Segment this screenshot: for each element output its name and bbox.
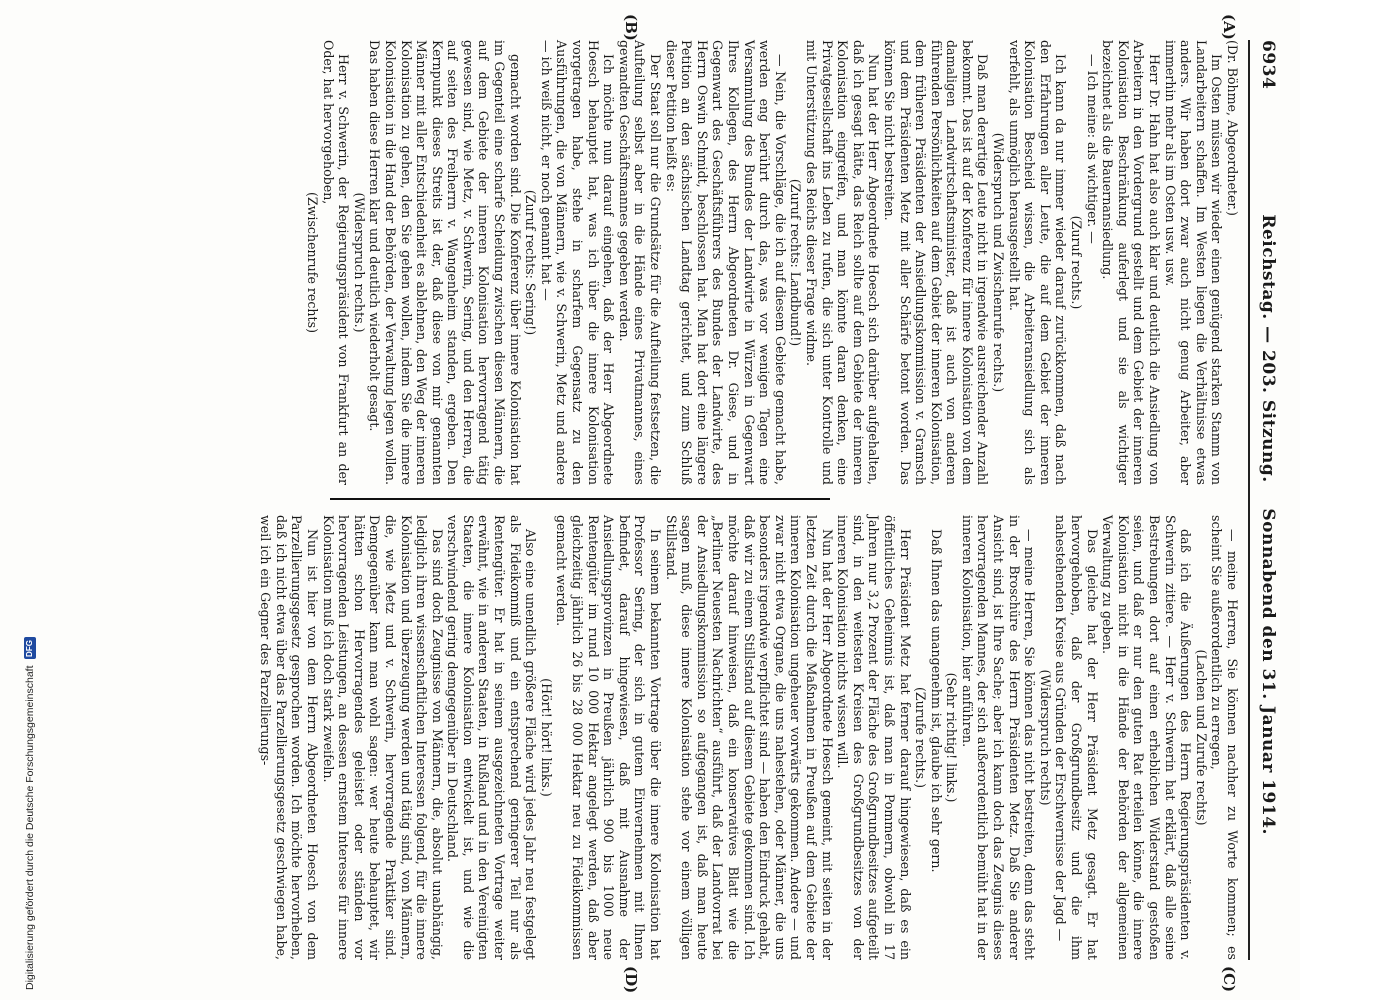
- paragraph: Nun hat der Herr Abgeordnete Hoesch sich darüber aufgehalten, daß ich gesagt hätte, das Reich sollte auf dem Gebiete der inneren Kolonisation eingreifen, und man könnte daran denken, eine Privatgesellschaft ins Leben zu rufen, die sich unter Kontrolle und mit Unterstützung des Reichs dieser Frage widme.: [803, 40, 882, 485]
- paragraph: Im Osten müssen wir wieder einen genügend starken Stamm von Landarbeitern schaffen. Im Westen liegen die Verhältnisse etwas anders. Wir haben dort zwar auch nicht genug Arbeiter, aber immerhin mehr als im Osten usw. usw.: [1162, 40, 1225, 485]
- right-text-column: [258, 515, 1240, 960]
- paragraph: (Widerspruch rechts.): [351, 192, 367, 333]
- paragraph: Herr Dr. Hahn hat also auch klar und deutlich die Ansiedlung von Arbeitern in den Vordergrund gestellt und dem Gebiet der inneren Kolonisation Beschränkung auferlegt und sie als wichtiger bezeichnet als die Bauernansiedlung.: [1100, 40, 1163, 485]
- margin-marker-b: (B): [622, 14, 640, 41]
- paragraph: In seinem bekannten Vortrage über die innere Kolonisation hat Professor Sering, der sich in gutem Einvernehmen mit Ihnen befindet, darauf hingewiesen, daß mit Ausnahme der Ansiedlungsprovinzen in Preußen jährlich 900 bis 1000 neue Rentengüter im rund 10 000 Hektar angelegt werden, daß aber gleichzeitig jährlich 26 bis 28 000 Hektar neu zu Fideikommissen gemacht werden.: [554, 515, 664, 960]
- margin-marker-c: (C): [1220, 966, 1238, 993]
- paragraph: Der Staat soll nur die Grundsätze für die Aufteilung festsetzen, die Aufteilung selbst aber in die Hände eines Privatmannes, eines gewandten Geschäftsmannes gegeben werden.: [616, 40, 664, 485]
- session-title: [1258, 89, 1278, 960]
- header-rule: [1248, 40, 1250, 960]
- margin-marker-d: (D): [622, 966, 640, 994]
- paragraph: (Zurufe rechts.): [913, 686, 929, 789]
- paragraph: Daß man derartige Leute nicht in irgendwie ausreichender Anzahl bekommt. Das ist auf der Konferenz für innere Kolonisation von dem damaligen Landwirtschaftsminister, daß ist auch von anderen führenden Persönlichkeiten auf dem Gebiet der inneren Kolonisation, dem früheren Präsidenten der Ansiedlungskommission v. Gramsch und dem Präsidenten Metz mit aller Schärfe betont worden. Das können Sie nicht bestreiten.: [881, 40, 991, 485]
- paragraph: — Nein, die Vorschläge, die ich auf diesem Gebiete gemacht habe, werden eng berührt durch das, was vor wenigen Tagen eine Versammlung des Bundes der Landwirte in Würzen in Gegenwart Ihres Kollegen, des Herrn Abgeordneten Dr. Giese, und in Gegenwart des Geschäftsführers des Bundes der Landwirte, des Herrn Oswin Schmidt, beschlossen hat. Man hat dort eine längere Petition an den sächsischen Landtag gerichtet, und zum Schluß dieser Petition heißt es:: [663, 40, 788, 485]
- paragraph: (Zuruf rechts.): [1069, 215, 1085, 310]
- paragraph: Das sind doch Zeugnisse von Männern, die, absolut unabhängig, lediglich ihren wissenschaftlichen Interessen folgend, für die innere Kolonisation und überzeugung werden und tätig sind, von Männern, die, wie Metz und v. Schwerin, hervorragende Praktiker sind. Demgegenüber kann man wohl sagen: wer heute behauptet, wir hätten schon Hervorragendes geleistet oder ständen vor hervorragenden Leistungen, an dessen ernstem Interesse für innere Kolonisation muß ich doch stark zweifeln.: [320, 515, 445, 960]
- paragraph: (Zuruf rechts: Landbund!): [788, 178, 804, 347]
- page-number: 6934: [1258, 40, 1278, 90]
- paragraph: (Dr. Böhme, Abgeordneter.): [1225, 40, 1240, 216]
- session-date: Sonnabend den 31. Januar 1914.: [1258, 508, 1278, 835]
- paragraph: (Widerspruch und Zwischenrufe rechts.): [991, 132, 1007, 393]
- paragraph: Nun ist hier von dem Herrn Abgeordneten Hoesch von dem Parzellierungsgesetz gesprochen worden. Ich möchte hervorheben, daß ich nicht etwa über das Parzellierungsgesetz geschwiegen habe, weil ich ein Gegner des Parzellierungs-: [258, 515, 320, 960]
- paragraph: Das gleiche hat der Herr Präsident Metz gesagt. Er hat hervorgehoben, daß der Großgrundbesitz und die ihm nahestehenden Kreise aus Gründen der Erschwernisse der Jagd —: [1053, 515, 1100, 960]
- paragraph: Herr Präsident Metz hat ferner darauf hingewiesen, daß es ein öffentliches Geheimnis ist, daß man in Pommern, obwohl in 17 Jahren nur 3,2 Prozent der Fläche des Großgrundbesitzes aufgeteilt sind, in den weitesten Kreisen des Großgrundbesitzes von der inneren Kolonisation nichts wissen will.: [835, 515, 913, 960]
- paragraph: — Ich meine: als wichtiger. —: [1084, 54, 1100, 244]
- paragraph: — meine Herren, Sie können nachher zu Worte kommen; es scheint Sie außerordentlich zu erregen,: [1209, 515, 1240, 960]
- margin-marker-a: (A): [1220, 14, 1238, 40]
- paragraph: Also eine unendlich größere Fläche wird jedes Jahr neu festgelegt als Fideikommiß und ein entsprechend geringerer Teil nur als Rentengüter. Er hat in seinem ausgezeichneten Vortrage weiter erwähnt, wie in anderen Staaten, in Rußland und in den Vereinigten Staaten, die innere Kolonisation entwickelt ist, und wie die verschwindend gering demgegenüber in Deutschland.: [445, 515, 539, 960]
- paragraph: gemacht worden sind. Die Konferenz über innere Kolonisation hat im Gegenteil eine scharfe Scheidung zwischen diesen Männern, die auf dem Gebiete der inneren Kolonisation hervorragend tätig gewesen sind, wie Metz, v. Schwerin, Sering, und den Herren, die auf seiten des Freiherrn v. Wangenheim standen, ergeben. Den Kernpunkt dieses Streits ist der, daß diese von mir genannten Männer mit aller Entschiedenheit es ablehnen, den Weg der inneren Kolonisation zu gehen, den Sie gehen wollen, indem Sie die innere Kolonisation in die Hand der Behörden, der Verwaltung legen wollen. Das haben diese Herren klar und deutlich wiederholt gesagt.: [367, 40, 523, 485]
- session-title-text: Reichstag. — 203. Sitzung.: [1258, 214, 1278, 483]
- left-text-column: [304, 40, 1240, 485]
- paragraph: (Zwischenrufe rechts): [304, 192, 320, 333]
- paragraph: (Widerspruch rechts): [1037, 669, 1053, 806]
- paragraph: Herr v. Schwerin, der Regierungspräsident von Frankfurt an der Oder, hat hervorgehoben,: [320, 40, 352, 485]
- credit-text: Digitalisierung gefördert durch die Deutsche Forschungsgemeinschaft: [24, 665, 36, 990]
- paragraph: Daß Ihnen das unangenehm ist, glaube ich sehr gern.: [928, 529, 944, 873]
- dfg-logo: DFG: [24, 637, 36, 659]
- paragraph: (Lachen und Zurufe rechts): [1193, 649, 1209, 826]
- paragraph: daß ich die Äußerungen des Herrn Regierungspräsidenten v. Schwerin zitiere. — Herr v. Schwerin hat erklärt, daß alle seine Bestrebungen dort auf einen erheblichen Widerstand gestoßen seien, und daß er nur den guten Rat erteilen könne, die innere Kolonisation nicht in die Hände der Behörden der allgemeinen Verwaltung zu geben.: [1100, 515, 1194, 960]
- paragraph: Ich kann da nur immer wieder darauf zurückkommen, daß nach den Erfahrungen aller Leute, die auf dem Gebiet der inneren Kolonisation Bescheid wissen, die Arbeiteransiedlung sich als verfehlt, als unmöglich herausgestellt hat.: [1006, 40, 1069, 485]
- column-separator: [330, 498, 830, 500]
- digitization-credit: [20, 0, 40, 990]
- paragraph: Ich möchte nun darauf eingehen, daß der Herr Abgeordnete Hoesch behauptet hat, was ich über die innere Kolonisation vorgetragen habe, stehe in scharfem Gegensatz zu den Ausführungen, die von Männern, wie v. Schwerin, Metz und andere — ich weiß nicht, er noch genannt hat —: [538, 40, 617, 485]
- paragraph: — meine Herren, Sie können das nicht bestreiten, denn das steht in der Broschüre des Herrn Präsidenten Metz. Daß Sie anderer Ansicht sind, ist Ihre Sache; aber ich kann doch das Zeugnis dieses hervorragenden Mannes, der sich außerordentlich bemüht hat in der inneren Kolonisation, hier anführen.: [959, 515, 1038, 960]
- paragraph: (Sehr richtig! links.): [944, 672, 960, 803]
- page-header: [1252, 40, 1278, 960]
- paragraph: Nun hat der Herr Abgeordnete Hoesch gemeint, mit seiten in der letzten Zeit durch die Maßnahmen in Preußen auf dem Gebiete der inneren Kolonisation ungeheuer vorwärts gekommen. Andere — und zwar nicht etwa Organe, die uns nahestehen, oder Männer, die uns besonders irgendwie verpflichtet sind — haben den Eindruck gehabt, daß wir zu einem Stillstand auf diesem Gebiete gekommen sind. Ich möchte darauf hinweisen, daß ein konservatives Blatt wie die „Berliner Neuesten Nachrichten“ ausführt, daß der Landvorrat bei der Ansiedlungskommission so aufgegangen ist, daß man heute sagen muß, diese innere Kolonisation stehe vor einem völligen Stillstand.: [663, 515, 835, 960]
- paragraph: (Zuruf rechts: Sering!): [523, 189, 539, 336]
- paragraph: (Hört! hört! links.): [538, 678, 554, 797]
